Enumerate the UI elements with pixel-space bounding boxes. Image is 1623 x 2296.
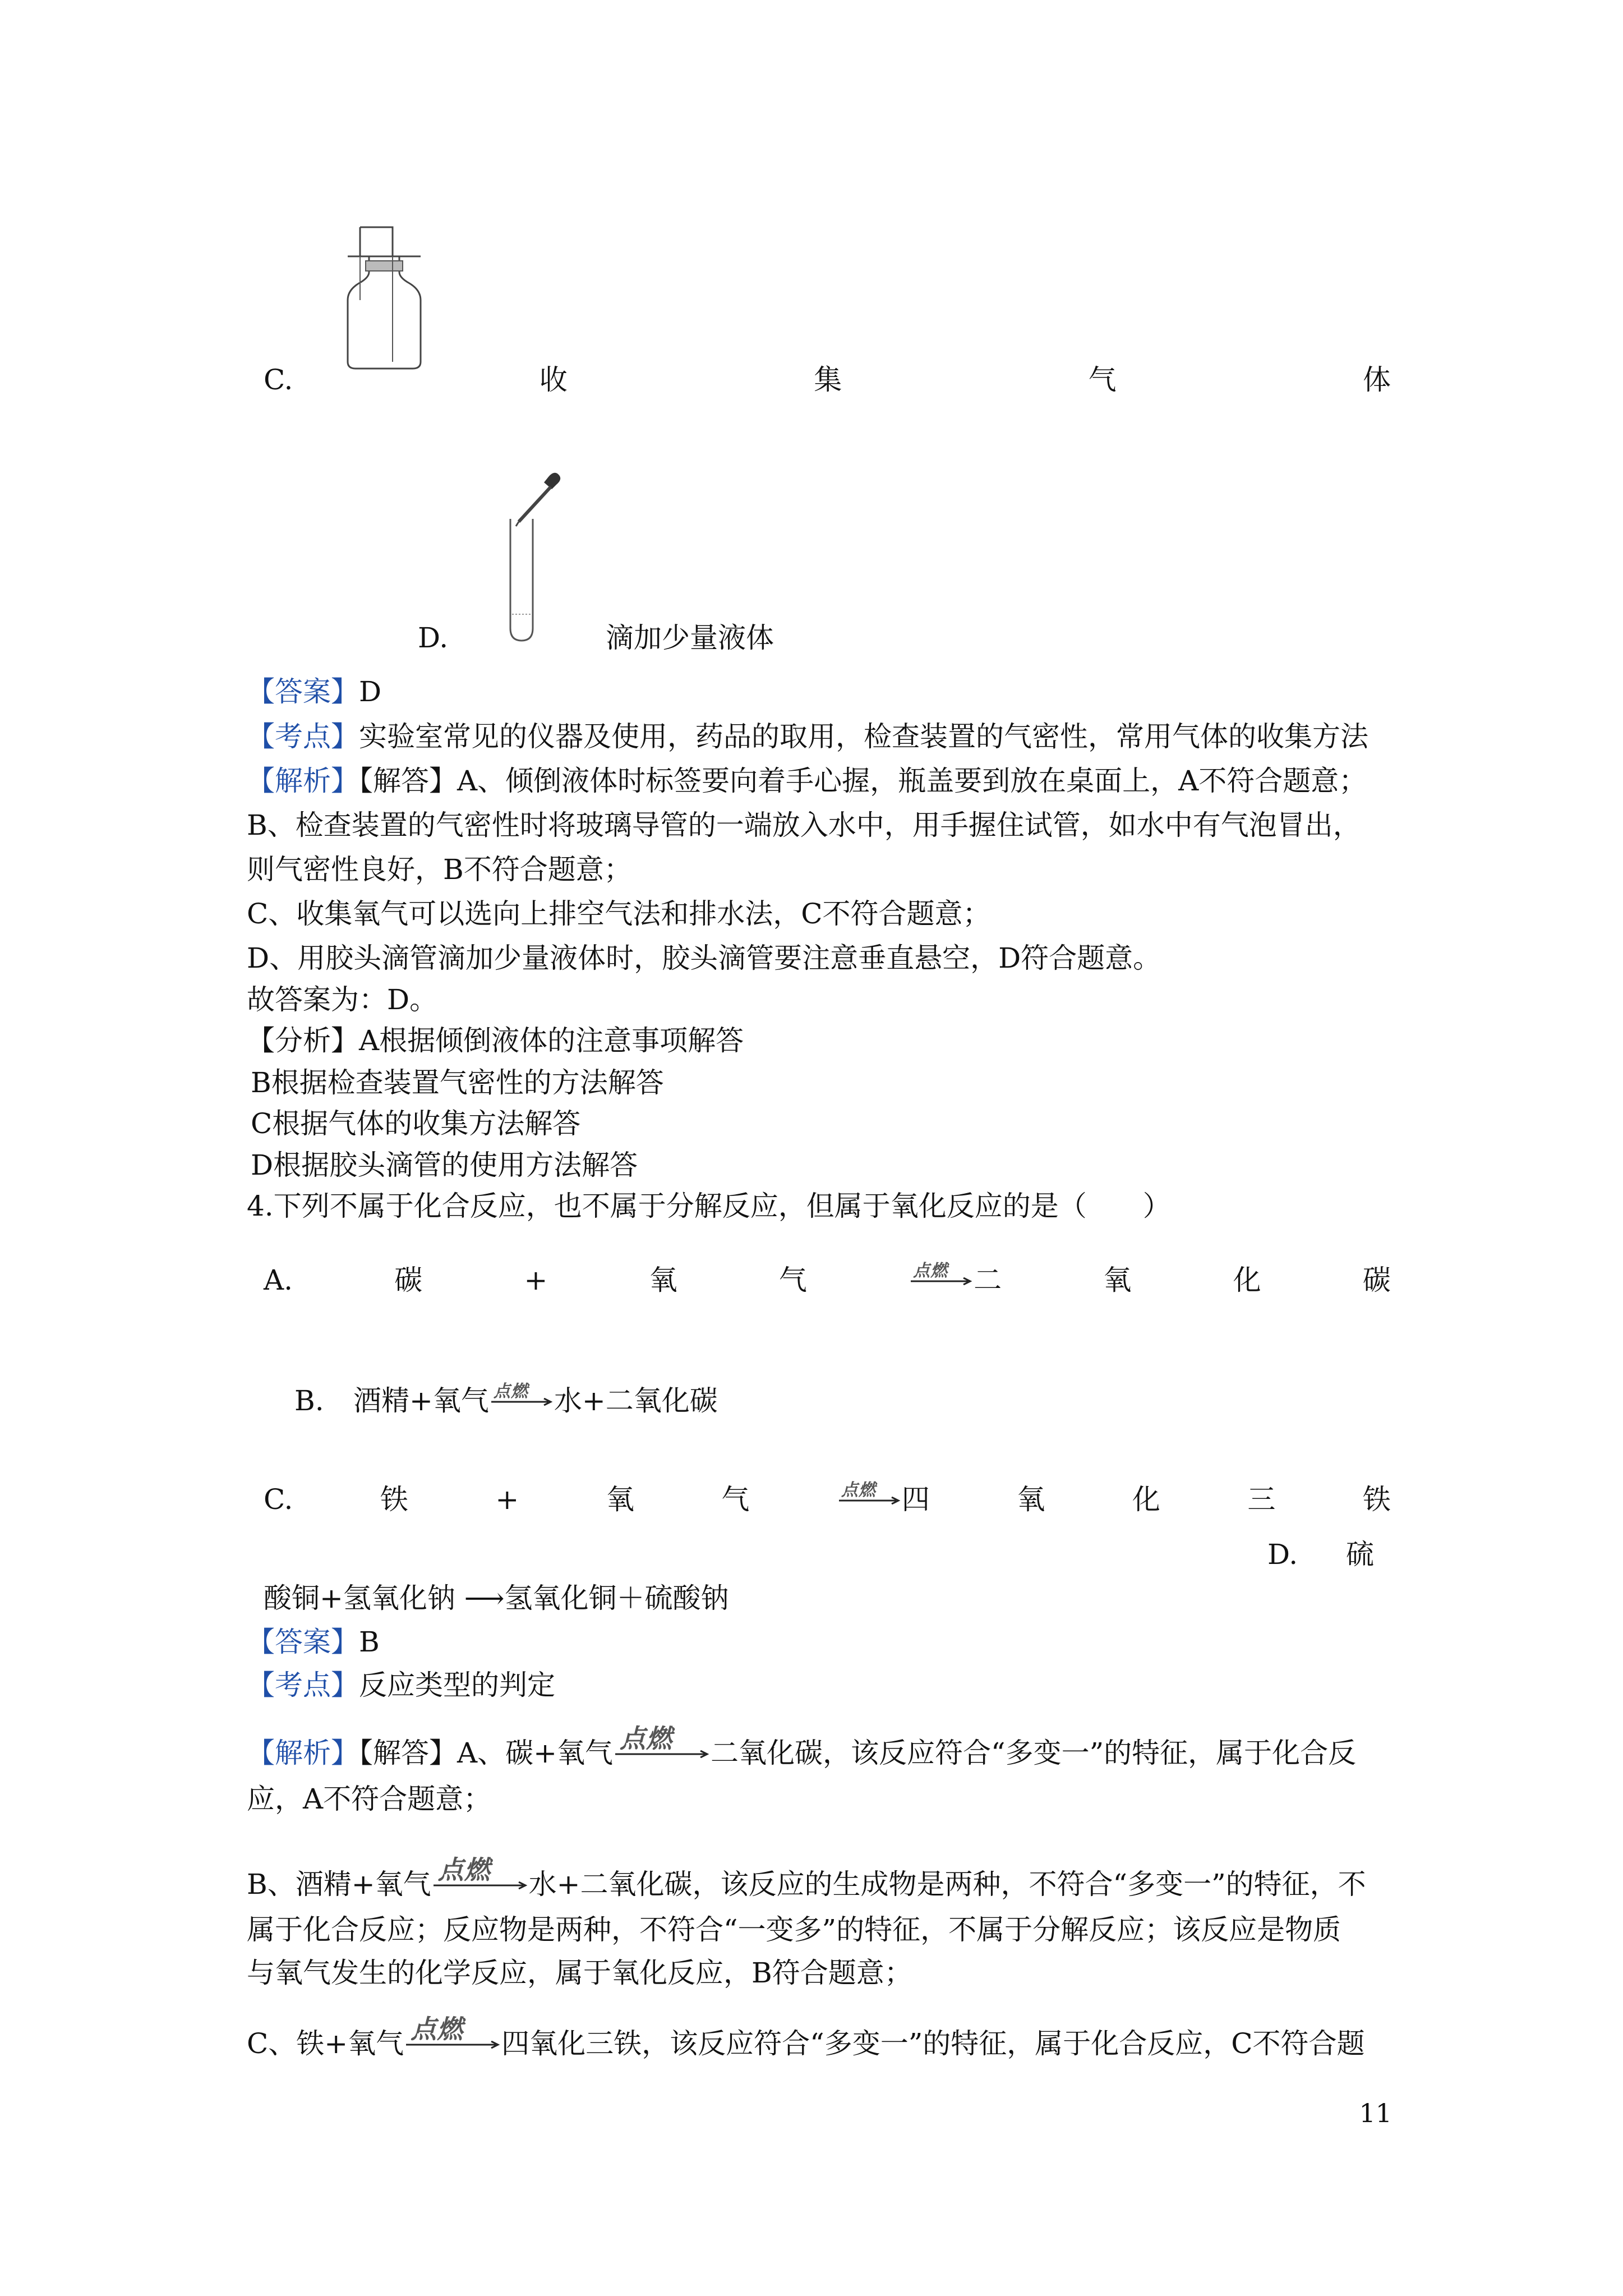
q4-option-a	[264, 1259, 1391, 1301]
option-label: A.	[264, 1264, 293, 1296]
jiexi-1-line: C、收集氧气可以选向上排空气法和排水法，C不符合题意；	[247, 898, 991, 930]
q4-option-d-tail: 酸铜+氢氧化钠 ⟶氢氧化铜＋硫酸钠	[264, 1582, 729, 1614]
jiexi-2-line: 与氧气发生的化学反应，属于氧化反应，B符合题意；	[247, 1957, 912, 1989]
jiexi-2-line: 属于化合反应；反应物是两种，不符合“一变多”的特征，不属于分解反应；该反应是物质	[247, 1913, 1341, 1946]
reaction-arrow-icon: 点燃	[405, 2031, 500, 2053]
option-c-label: C.	[264, 364, 293, 396]
answer-1	[247, 671, 1391, 712]
jiexi-2-c: C、铁+氧气 点燃 四氧化三铁，该反应符合“多变一”的特征，属于化合反应，C不符合题	[247, 2014, 1365, 2060]
equation-product-start: 点燃 四	[837, 1479, 930, 1520]
equation-term: 气	[721, 1483, 750, 1516]
option-d-text: 滴加少量液体	[606, 622, 774, 654]
option-c-row	[264, 359, 1391, 401]
option-label: C.	[264, 1483, 293, 1516]
jiexi-1-line: 则气密性良好，B不符合题意；	[247, 853, 632, 886]
reaction-arrow-icon: 点燃	[614, 1740, 709, 1763]
jiexi-text: 【解答】A、倾倒液体时标签要向着手心握，瓶盖要到放在桌面上，A不符合题意；	[359, 765, 1367, 797]
q4-option-c	[264, 1479, 1391, 1520]
kaodian-text: 反应类型的判定	[359, 1669, 555, 1701]
jiexi-tag: 【解析】	[247, 1737, 359, 1769]
equation-term: 化	[1132, 1483, 1160, 1516]
reaction-arrow-icon: 点燃	[910, 1267, 972, 1290]
option-label: D.	[1267, 1538, 1298, 1571]
jiexi-2-a: 【解析】【解答】A、碳+氧气 点燃 二氧化碳，该反应符合“多变一”的特征，属于化合反	[247, 1723, 1357, 1769]
gas-collecting-bottle-icon	[336, 222, 432, 373]
jiexi-1-line	[247, 760, 1391, 802]
equation-term: 氧	[1103, 1264, 1132, 1296]
option-d-head-text: 硫	[1346, 1538, 1374, 1571]
reaction-arrow-icon: 点燃	[838, 1487, 901, 1509]
equation-term: +	[495, 1483, 519, 1516]
kaodian-text: 实验室常见的仪器及使用，药品的取用，检查装置的气密性，常用气体的收集方法	[359, 720, 1368, 753]
q4-option-d-head	[1267, 1534, 1391, 1575]
fenxi-1-line: B根据检查装置气密性的方法解答	[251, 1066, 664, 1099]
kaodian-1	[247, 716, 1391, 757]
jiexi-1-line: B、检查装置的气密性时将玻璃导管的一端放入水中，用手握住试管，如水中有气泡冒出，	[247, 809, 1361, 841]
option-c-char: 收	[539, 364, 568, 396]
fenxi-1-line: D根据胶头滴管的使用方法解答	[251, 1149, 638, 1181]
equation-term: 铁	[1362, 1483, 1391, 1516]
equation-term: +	[524, 1264, 548, 1296]
answer-value: B	[359, 1626, 380, 1658]
equation-term: 铁	[380, 1483, 408, 1516]
option-d-row	[418, 617, 1562, 659]
reaction-arrow-icon: 点燃	[432, 1871, 528, 1894]
option-c-char: 体	[1363, 364, 1391, 396]
equation-term: 碳	[394, 1264, 423, 1296]
fenxi-1-line: 【分析】A根据倾倒液体的注意事项解答	[247, 1024, 744, 1057]
equation-product-start: 点燃 二	[909, 1259, 1002, 1301]
equation-term: 气	[778, 1264, 807, 1296]
equation-term: 化	[1233, 1264, 1261, 1296]
option-c-char: 集	[814, 364, 842, 396]
answer-tag: 【答案】	[247, 1626, 359, 1658]
answer-2	[247, 1621, 1391, 1663]
fenxi-1-line: C根据气体的收集方法解答	[251, 1107, 581, 1140]
jiexi-1-line: D、用胶头滴管滴加少量液体时，胶头滴管要注意垂直悬空，D符合题意。	[247, 942, 1161, 974]
equation-term: 碳	[1362, 1264, 1391, 1296]
option-d-label: D.	[418, 622, 449, 654]
q4-option-b	[294, 1380, 1438, 1421]
option-c-char: 气	[1088, 364, 1117, 396]
question-4-stem: 4.下列不属于化合反应，也不属于分解反应，但属于氧化反应的是（ ）	[247, 1190, 1171, 1222]
equation-term: 三	[1247, 1483, 1276, 1516]
equation-term: 氧	[649, 1264, 677, 1296]
equation-term: 氧	[1017, 1483, 1045, 1516]
kaodian-tag: 【考点】	[247, 1669, 359, 1701]
jiexi-1-line: 故答案为：D。	[247, 983, 438, 1016]
answer-tag: 【答案】	[247, 675, 359, 708]
option-label: B.	[294, 1384, 324, 1417]
equation-term: 氧	[606, 1483, 634, 1516]
jiexi-tag: 【解析】	[247, 765, 359, 797]
reaction-arrow-icon: 点燃	[490, 1388, 553, 1410]
jiexi-2-b: B、酒精+氧气 点燃 水+二氧化碳，该反应的生成物是两种，不符合“多变一”的特征，不	[247, 1855, 1366, 1901]
kaodian-tag: 【考点】	[247, 720, 359, 753]
answer-value: D	[359, 675, 382, 708]
equation: 酒精+氧气 点燃 水+二氧化碳	[353, 1382, 718, 1417]
jiexi-2-line: 应，A不符合题意；	[247, 1783, 492, 1815]
page-number: 11	[1359, 2098, 1392, 2128]
kaodian-2	[247, 1664, 1391, 1706]
